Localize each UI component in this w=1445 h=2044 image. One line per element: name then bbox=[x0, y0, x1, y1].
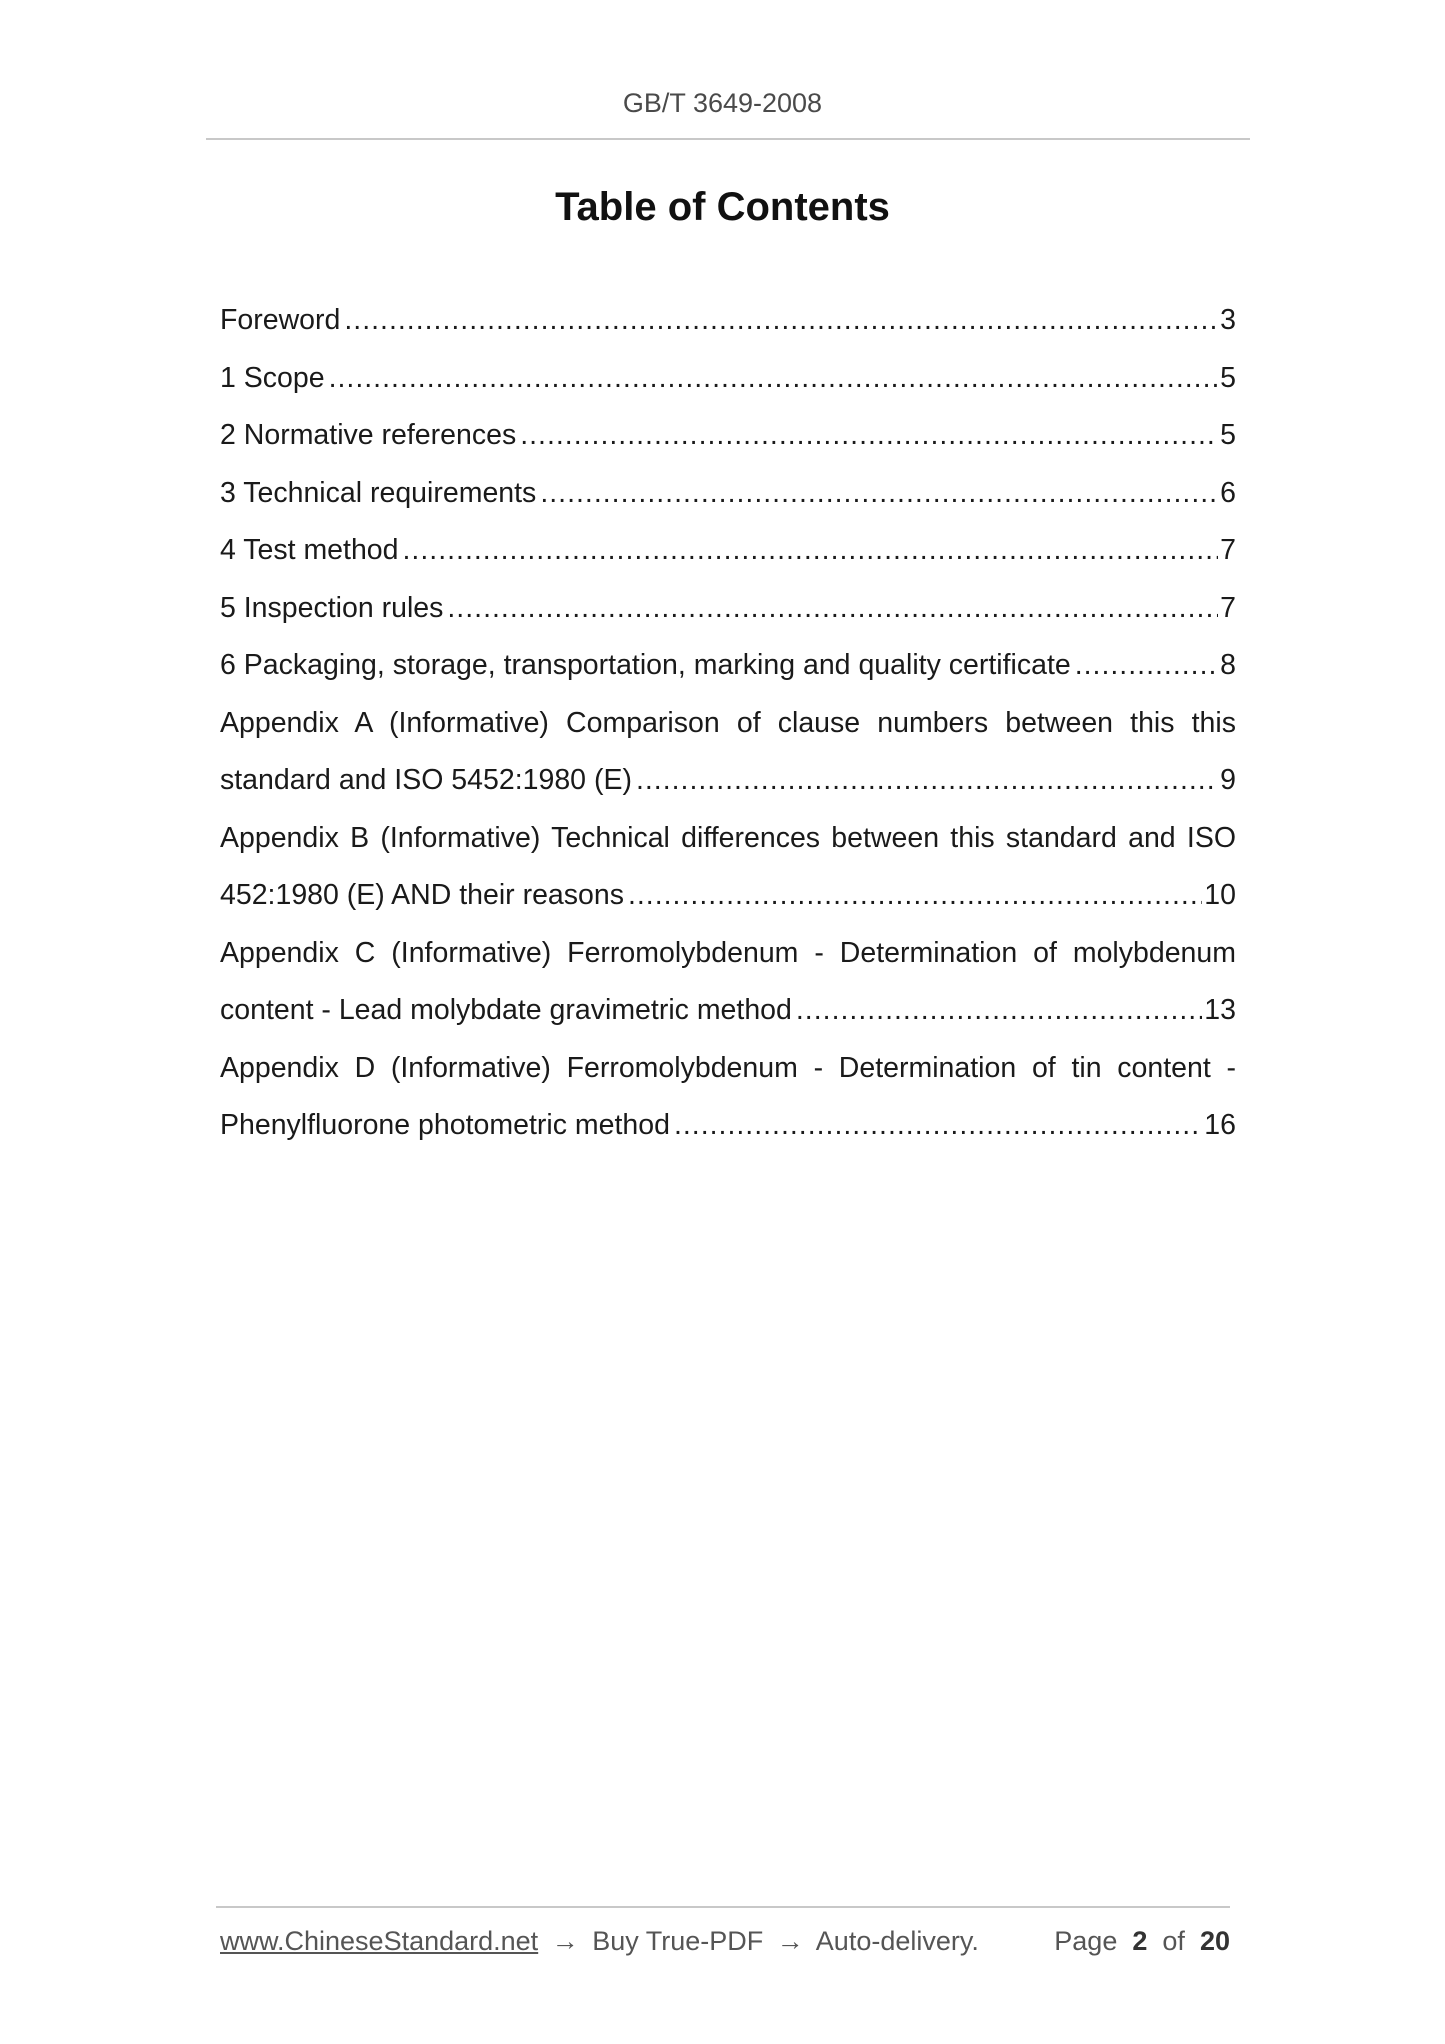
toc-entry-page: 7 bbox=[1220, 534, 1236, 566]
page-label: Page bbox=[1054, 1926, 1118, 1956]
toc-entry-text: content - Lead molybdate gravimetric method bbox=[220, 994, 792, 1026]
page-of-label: of bbox=[1162, 1926, 1185, 1956]
page-number bbox=[1054, 1926, 1230, 1957]
toc-entry-appendix-c[interactable] bbox=[220, 982, 1236, 1040]
toc-entry-page: 10 bbox=[1204, 879, 1236, 911]
toc-entry-text: 6 Packaging, storage, transportation, marking and quality certificate bbox=[220, 649, 1071, 681]
toc-entry-text: 3 Technical requirements bbox=[220, 476, 537, 509]
toc-entry-normative-references[interactable] bbox=[220, 407, 1236, 465]
arrow-right-icon: → bbox=[776, 1926, 804, 1956]
toc-entry-scope[interactable] bbox=[220, 350, 1236, 408]
toc-entry-appendix-c-line1[interactable]: Appendix C (Informative) Ferromolybdenum - Determination of molybdenum bbox=[220, 936, 1236, 969]
toc-entry-page: 13 bbox=[1204, 994, 1236, 1026]
dot-leader bbox=[520, 407, 1218, 465]
buy-true-pdf-text: Buy True-PDF bbox=[592, 1926, 764, 1956]
toc-entry-technical-requirements[interactable] bbox=[220, 465, 1236, 523]
toc-entry-page: 16 bbox=[1204, 1109, 1236, 1141]
dot-leader bbox=[403, 522, 1219, 580]
toc-entry-text: Phenylfluorone photometric method bbox=[220, 1109, 670, 1141]
toc-entry-text: 4 Test method bbox=[220, 534, 399, 566]
toc-entry-appendix-a[interactable] bbox=[220, 752, 1236, 810]
toc-entry-text: standard and ISO 5452:1980 (E) bbox=[220, 764, 632, 796]
arrow-right-icon: → bbox=[551, 1926, 579, 1956]
toc-entry-page: 6 bbox=[1220, 476, 1236, 509]
page-current: 2 bbox=[1132, 1926, 1148, 1956]
toc-entry-page: 7 bbox=[1220, 591, 1236, 624]
dot-leader bbox=[1075, 637, 1218, 695]
dot-leader bbox=[796, 982, 1202, 1040]
website-link[interactable]: www.ChineseStandard.net bbox=[220, 1926, 539, 1956]
toc-entry-page: 3 bbox=[1220, 304, 1236, 336]
toc-entry-text: Foreword bbox=[220, 304, 341, 336]
header-divider bbox=[206, 138, 1250, 140]
toc-entry-page: 5 bbox=[1220, 361, 1236, 394]
document-code-header: GB/T 3649-2008 bbox=[622, 88, 823, 118]
toc-entry-packaging[interactable] bbox=[220, 637, 1236, 695]
toc-entry-text: 1 Scope bbox=[220, 361, 325, 394]
dot-leader bbox=[674, 1097, 1202, 1155]
dot-leader bbox=[628, 867, 1202, 925]
footer-divider bbox=[216, 1906, 1230, 1908]
toc-entry-appendix-b-line1[interactable]: Appendix B (Informative) Technical differences between this standard and ISO bbox=[220, 821, 1236, 854]
dot-leader bbox=[636, 752, 1218, 810]
dot-leader bbox=[344, 292, 1218, 350]
dot-leader bbox=[329, 350, 1219, 408]
page-total: 20 bbox=[1199, 1926, 1230, 1956]
toc-entry-text: 452:1980 (E) AND their reasons bbox=[220, 879, 624, 911]
toc-entry-test-method[interactable] bbox=[220, 522, 1236, 580]
toc-entry-page: 9 bbox=[1220, 764, 1236, 796]
toc-entry-page: 8 bbox=[1220, 649, 1236, 681]
toc-entry-appendix-a-line1[interactable]: Appendix A (Informative) Comparison of clause numbers between this this bbox=[220, 706, 1236, 739]
toc-entry-appendix-d[interactable] bbox=[220, 1097, 1236, 1155]
dot-leader bbox=[447, 580, 1218, 638]
toc-entry-text: 2 Normative references bbox=[220, 419, 517, 451]
toc-entry-text: 5 Inspection rules bbox=[220, 591, 444, 624]
auto-delivery-text: Auto-delivery. bbox=[815, 1926, 979, 1956]
page-title: Table of Contents bbox=[555, 185, 890, 229]
page-footer bbox=[220, 1926, 1230, 1957]
dot-leader bbox=[540, 465, 1218, 523]
table-of-contents bbox=[220, 292, 1236, 1155]
toc-entry-foreword[interactable] bbox=[220, 292, 1236, 350]
toc-entry-appendix-d-line1[interactable]: Appendix D (Informative) Ferromolybdenum - Determination of tin content - bbox=[220, 1051, 1236, 1084]
toc-entry-page: 5 bbox=[1220, 419, 1236, 451]
toc-entry-inspection-rules[interactable] bbox=[220, 580, 1236, 638]
toc-entry-appendix-b[interactable] bbox=[220, 867, 1236, 925]
